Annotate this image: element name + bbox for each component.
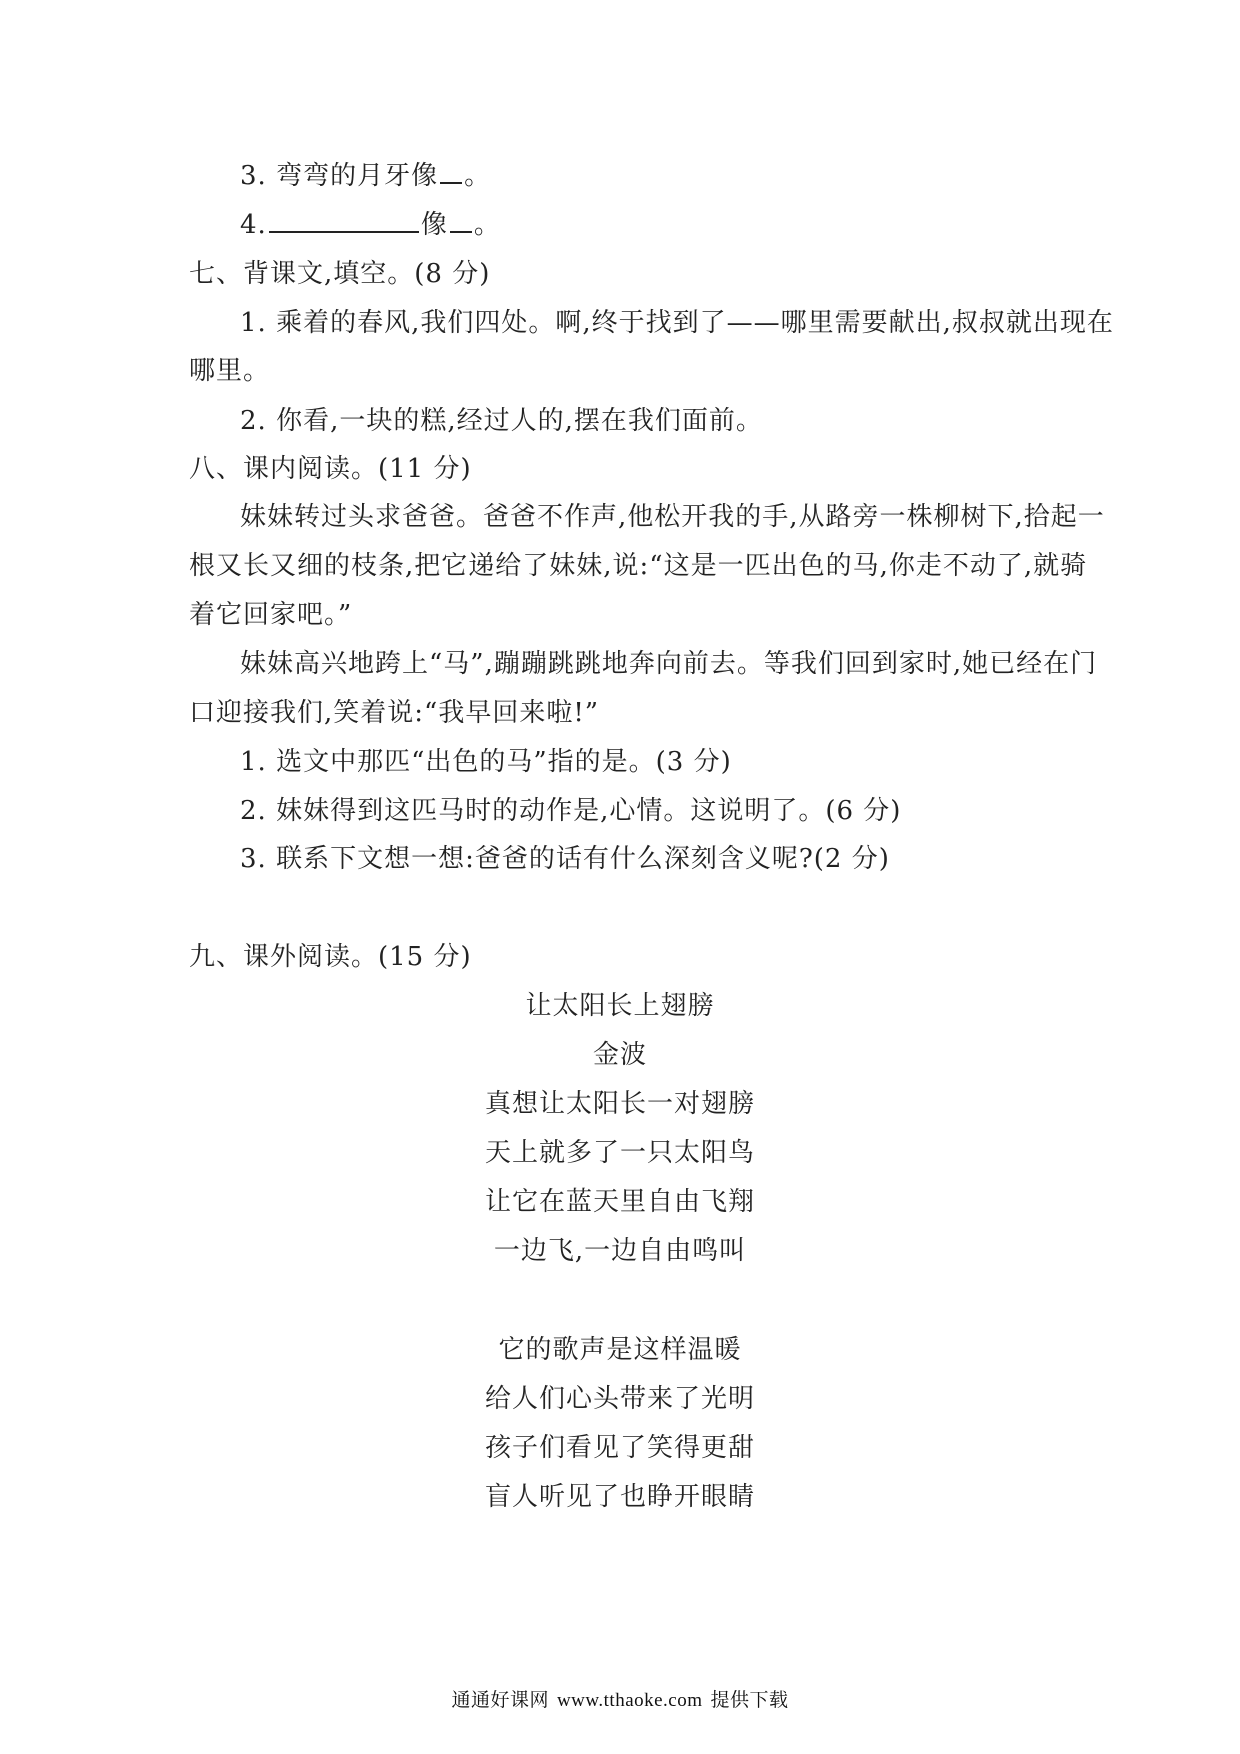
poem-line: 让它在蓝天里自由飞翔: [484, 1187, 755, 1217]
item3-prefix: 3. 弯弯的月牙像: [240, 161, 439, 191]
poem-line: 给人们心头带来了光明: [484, 1384, 755, 1414]
poem-author: 金波: [592, 1040, 647, 1070]
section8-heading: 八、课内阅读。(11 分): [189, 454, 472, 484]
fill-blank: [269, 209, 419, 233]
footer-site-name: 通通好课网: [451, 1689, 549, 1711]
item3-suffix: 。: [464, 161, 492, 191]
section7-item1-line1: 1. 乘着的春风,我们四处。啊,终于找到了——哪里需要献出,叔叔就出现在: [240, 308, 1114, 338]
section7-heading: 七、背课文,填空。(8 分): [189, 259, 491, 289]
page-footer: [0, 1687, 1240, 1714]
poem-line: 盲人听见了也睁开眼睛: [484, 1482, 755, 1512]
item4-mid: 像: [420, 210, 448, 240]
poem-line: 天上就多了一只太阳鸟: [484, 1138, 755, 1168]
footer-download-note: 提供下载: [710, 1689, 789, 1711]
section8-para1-line3: 着它回家吧。”: [189, 600, 353, 630]
section8-para1-line1: 妹妹转过头求爸爸。爸爸不作声,他松开我的手,从路旁一株柳树下,拾起一: [240, 502, 1105, 532]
section8-para2-line1: 妹妹高兴地跨上“马”,蹦蹦跳跳地奔向前去。等我们回到家时,她已经在门: [240, 649, 1098, 679]
item4-prefix: 4.: [240, 210, 267, 240]
section8-para1-line2: 根又长又细的枝条,把它递给了妹妹,说:“这是一匹出色的马,你走不动了,就骑: [189, 551, 1088, 581]
poem-line: 一边飞,一边自由鸣叫: [493, 1236, 747, 1266]
section6-item4: [240, 208, 501, 242]
section7-item1-line2: 哪里。: [189, 356, 271, 386]
item4-suffix: 。: [473, 210, 501, 240]
fill-blank: [450, 209, 472, 233]
poem-line: 它的歌声是这样温暖: [498, 1335, 742, 1365]
section8-para2-line2: 口迎接我们,笑着说:“我早回来啦!”: [189, 698, 600, 728]
section8-question1: 1. 选文中那匹“出色的马”指的是。(3 分): [240, 747, 732, 777]
section9-heading: 九、课外阅读。(15 分): [189, 942, 472, 972]
footer-url[interactable]: www.tthaoke.com: [556, 1690, 703, 1711]
section7-item2: 2. 你看,一块的糕,经过人的,摆在我们面前。: [240, 406, 763, 436]
section6-item3: [240, 159, 491, 193]
fill-blank: [440, 160, 462, 184]
section8-question3: 3. 联系下文想一想:爸爸的话有什么深刻含义呢?(2 分): [240, 844, 890, 874]
poem-line: 真想让太阳长一对翅膀: [484, 1089, 755, 1119]
poem-title: 让太阳长上翅膀: [525, 991, 715, 1021]
section8-question2: 2. 妹妹得到这匹马时的动作是,心情。这说明了。(6 分): [240, 796, 902, 826]
poem-line: 孩子们看见了笑得更甜: [484, 1433, 755, 1463]
